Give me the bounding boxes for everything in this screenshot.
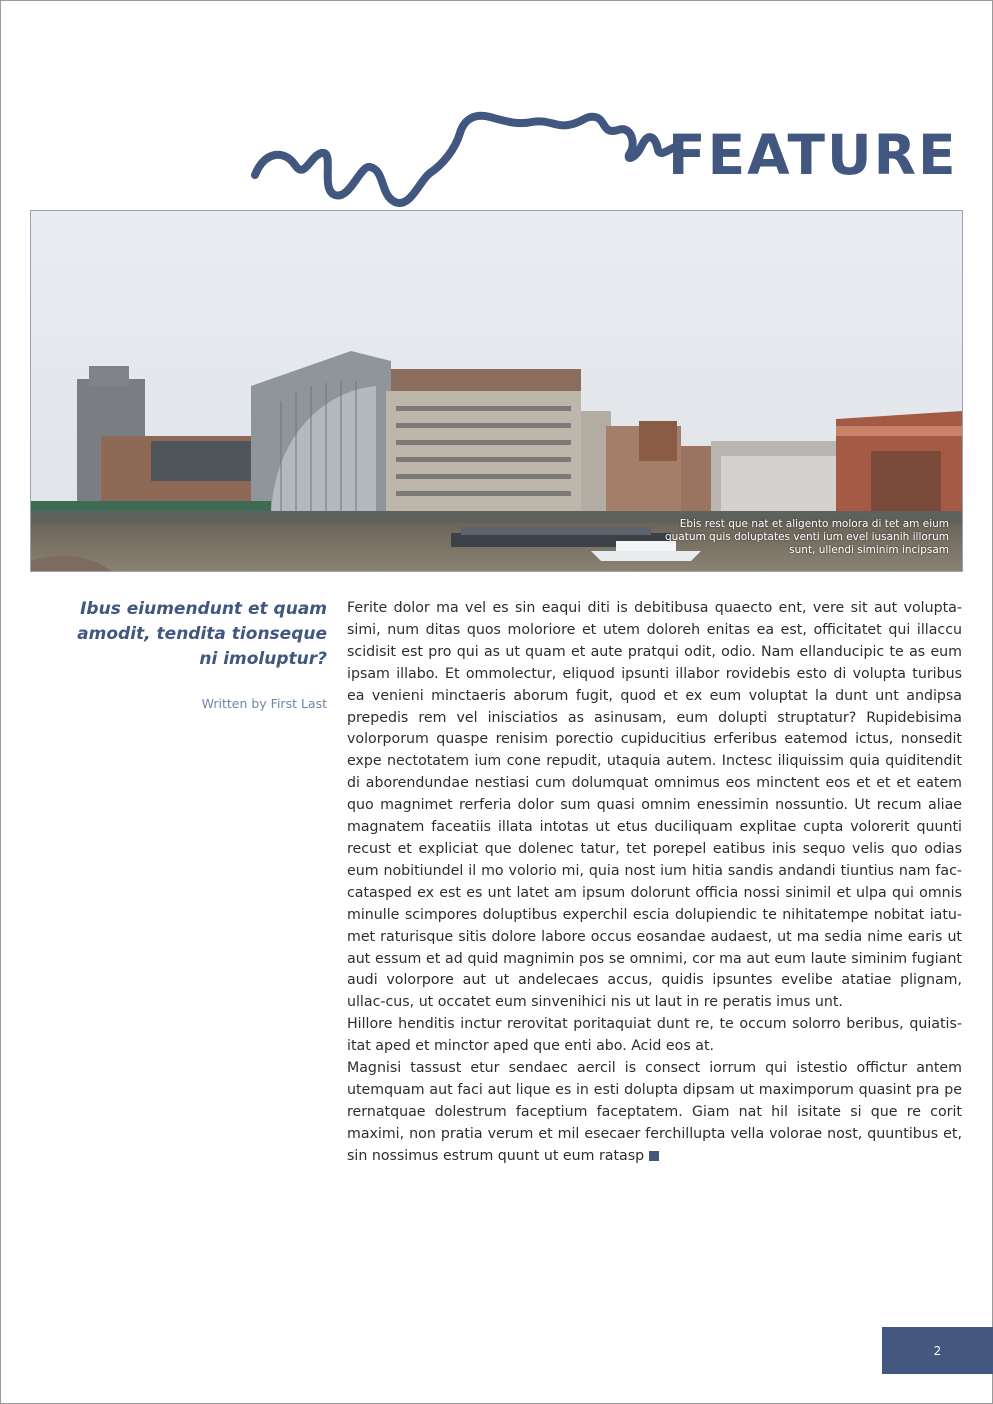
article-paragraph-text: Magnisi tassust etur sendaec aercil is consect iorrum qui istestio offictur antem utemquam aut faci aut lique es in esti dolupta dipsam ut maximporum quasint pra pe rernatquae dolestrum faceptium faceptatem. Giam nat hil isitate si que re corit maximi, non pratia verum et mil esecaer ferchillupta vella volorae nost, quuntibus et, sin nossimus estrum quunt ut eum ratasp	[347, 1060, 962, 1164]
byline: Written by First Last	[201, 696, 327, 711]
photo-caption: Ebis rest que nat et aligento molora di tet am eium quatum quis doluptates venti ium evel iusanih illorum sunt, ullendi siminim incipsam	[664, 518, 949, 556]
article-paragraph: Hillore henditis inctur rerovitat poritaquiat dunt re, te occum solorro beribus, quiatis-itat aped et minctor aped que enti abo. Acid eos at.	[347, 1016, 962, 1055]
river-wave-icon	[250, 105, 690, 215]
end-square-icon	[649, 1151, 659, 1161]
pull-quote: Ibus eiumendunt et quam amodit, tendita tionseque ni imoluptur?	[77, 599, 327, 669]
page-number-box	[882, 1327, 993, 1374]
hero-photo	[30, 210, 963, 572]
city-riverfront-photo-icon	[31, 211, 962, 571]
page-number: 2	[933, 1343, 942, 1358]
section-title: FEATURE	[668, 123, 958, 187]
article-body	[347, 598, 962, 1168]
article-paragraph: Ferite dolor ma vel es sin eaqui diti is debitibusa quaecto ent, vere sit aut volupta-simi, num ditas quos moloriore et utem doloreh enitas ea est, officitatet qui illaccu scidisit est pro qui as ut quam et aute pratqui odit, odio. Nam ellanducipic te as eum ipsam illabo. Et ommolectur, eliquod ipsunti illabor rovidebis esto di volupta turibus ea venieni minctaeris aborum fugit, quod et ex eum voluptat la dunt unt andipsa prepedis rem vel inisciatios as asinusam, eum dolupti struptatur? Rupidebisima volorporum quaspe renisim porectio cupiducitius erferibus eatemod ictus, nonsedit expe nectotatem ium cone repudit, utaquia autem. Inctesc iliquissim quia quiditendit di aborendundae nestiasi cum dolumquat omnimus eos minctent eos et et et eatem quo magnimet rerferia dolor sum quasi omnim enessimin nossuntio. Ut recum aliae magnatem faceatiis illata intotas ut etus duciliquam explitae cupta volorerit quunti recust et expliciat que dolenec tatur, tet porepel eatibus inis sequo velis quo odias eum nobitiundel il mo volorio mi, quia nost ium hitia sandis andandi tiuntius nam fac-catasped ex est es unt latet am ipsum dolorunt officia nossi sinimil et ulpa qui omnis minulle scimpores doluptibus experchil escia dolupiendic te nihitatempe nobitat iatu-met raturisque sitis dolore labore occus eosandae audaest, ut ma sedia nime earis ut aut essum et ad quid magnimin pos se omnimi, cor ma aut eum laute siminim fugiant audi volorpore aut ut andelecaes accus, quidis ipsuntes evelibe atatiae plignam, ullac-cus, ut occatet eum sinvenihici nis ut laut in re peratis imus unt.	[347, 600, 962, 1011]
article-paragraph	[347, 1058, 962, 1168]
